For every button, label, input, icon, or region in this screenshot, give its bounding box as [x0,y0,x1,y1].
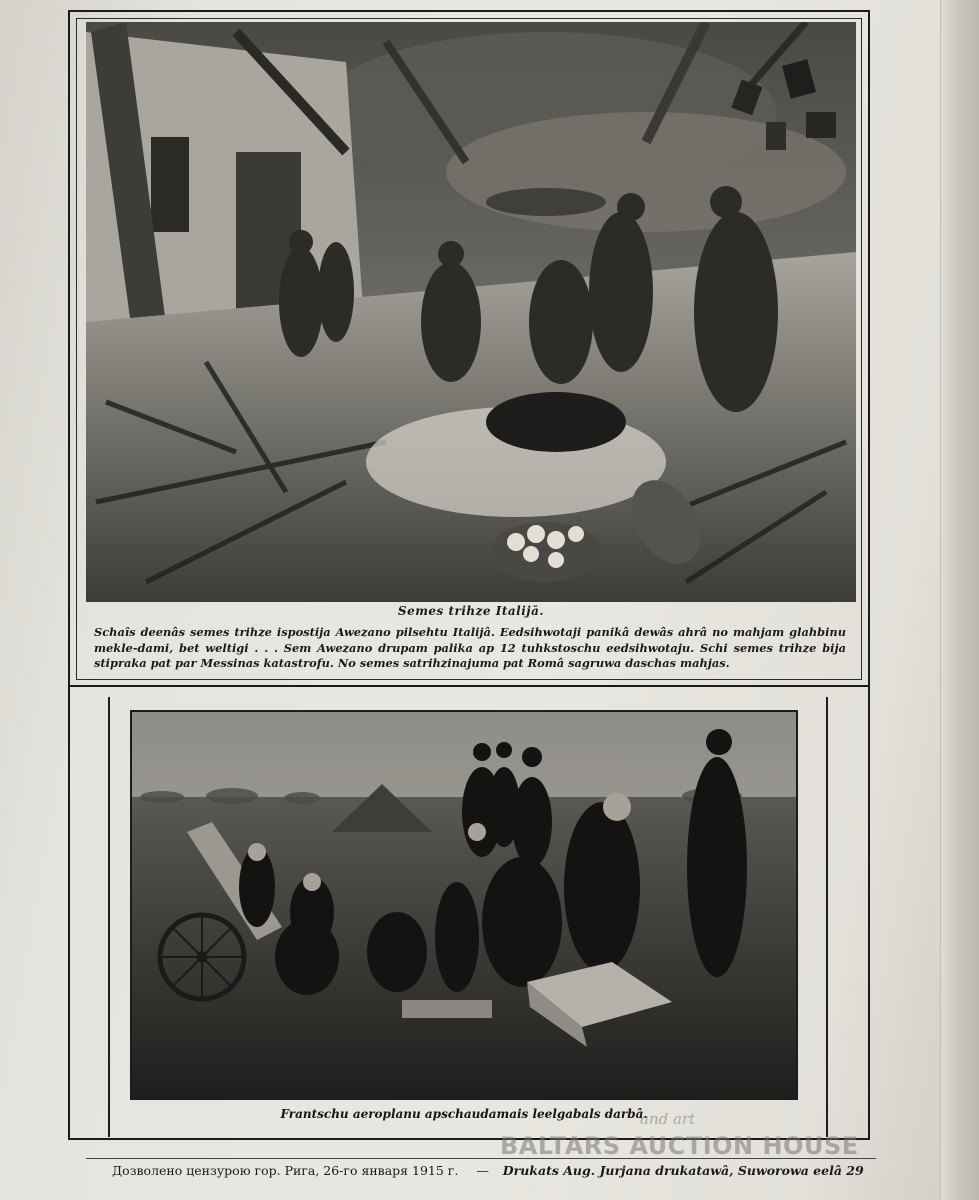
page-edge [940,0,979,1200]
footer-dash: — [476,1163,489,1178]
section-divider [68,685,870,687]
censor-note: Дозволено цензурою гор. Рига, 26-го января 1915 г. [112,1163,459,1178]
printer-note: Drukats Aug. Jurjana drukatawâ, Suworowa eelâ 29 [502,1163,864,1178]
bottom-figure-title: Frantschu aeroplanu apschaudamais leelgabals darbâ. [280,1107,648,1121]
watermark-line1: and art [640,1110,696,1128]
artillery-photograph-drawing [132,712,796,1098]
watermark-line2: BALTARS AUCTION HOUSE [500,1132,859,1160]
earthquake-illustration-drawing [86,22,856,602]
footer [112,1163,952,1178]
footer-rule [86,1158,876,1159]
top-figure-title: Semes trihze Italijā. [397,604,545,618]
artillery-photograph [130,710,798,1100]
top-figure-caption: Schaîs deenâs semes trihze ispostija Awezano pilsehtu Italijâ. Eedsihwotaji panikâ dewâs ahrâ no mahjam glahbinu mekle-dami, bet weltigi . . . Sem Awezano drupam palika ap 12 tuhkstoschu eedsihwotaju. Schi semes trihze bija stipraka pat par Messinas katastrofu. No semes satrihzinajuma pat Româ sagruwa daschas mahjas. [94,625,846,670]
earthquake-illustration [86,22,856,602]
